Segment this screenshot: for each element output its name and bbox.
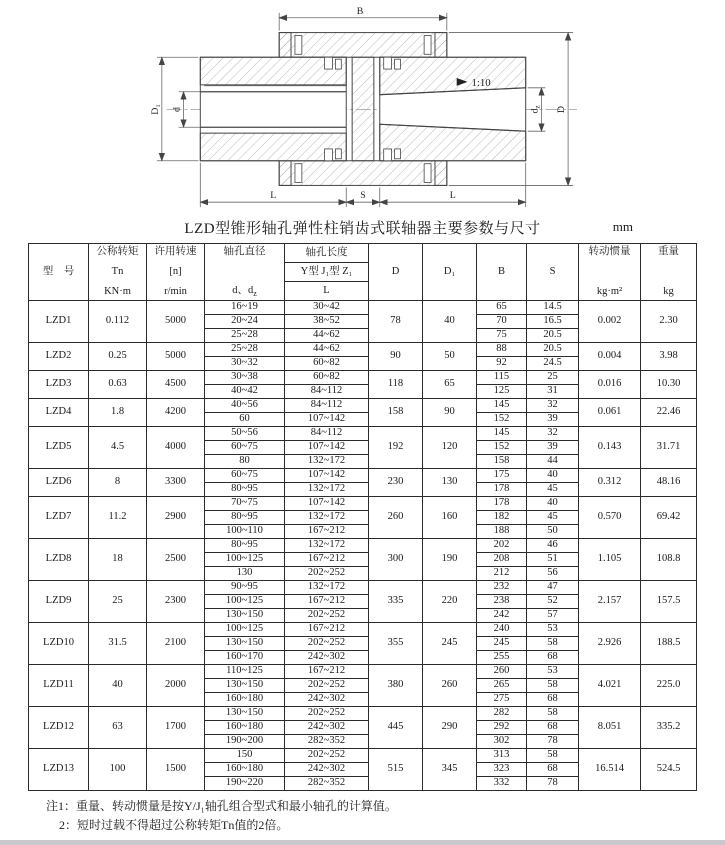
dim-label-s: S — [359, 190, 366, 202]
cell-model: LZD6 — [29, 469, 89, 497]
cell-B: 202 — [477, 539, 527, 553]
cell-weight: 225.0 — [641, 665, 697, 707]
cell-bore-len: 60~82 — [285, 357, 369, 371]
cell-S: 45 — [527, 511, 579, 525]
cell-weight: 2.30 — [641, 301, 697, 343]
cell-model: LZD4 — [29, 399, 89, 427]
cell-inertia: 1.105 — [579, 539, 641, 581]
col-header-weight: 重量 kg — [641, 244, 697, 301]
table-row — [29, 749, 697, 763]
cell-D: 355 — [369, 623, 423, 665]
cell-inertia: 0.312 — [579, 469, 641, 497]
cell-inertia: 2.926 — [579, 623, 641, 665]
cell-B: 292 — [477, 721, 527, 735]
cell-inertia: 4.021 — [579, 665, 641, 707]
table-row — [29, 399, 697, 413]
cell-speed: 2100 — [147, 623, 205, 665]
cell-B: 323 — [477, 763, 527, 777]
cell-B: 232 — [477, 581, 527, 595]
cell-bore-len: 167~212 — [285, 553, 369, 567]
cell-torque: 31.5 — [89, 623, 147, 665]
cell-D1: 160 — [423, 497, 477, 539]
cell-bore-dia: 30~38 — [205, 371, 285, 385]
sleeve-web — [352, 57, 374, 161]
cell-bore-len: 167~212 — [285, 595, 369, 609]
cell-bore-dia: 80~95 — [205, 483, 285, 497]
title-row — [0, 217, 725, 238]
col-header-D: D — [369, 244, 423, 301]
cell-bore-dia: 50~56 — [205, 427, 285, 441]
cell-D1: 130 — [423, 469, 477, 497]
table-body — [29, 301, 697, 791]
cell-S: 32 — [527, 399, 579, 413]
cell-bore-dia: 16~19 — [205, 301, 285, 315]
cell-inertia: 0.004 — [579, 343, 641, 371]
cell-torque: 25 — [89, 581, 147, 623]
cell-B: 182 — [477, 511, 527, 525]
cell-model: LZD2 — [29, 343, 89, 371]
cell-D: 300 — [369, 539, 423, 581]
table-row — [29, 707, 697, 721]
cell-bore-dia: 80 — [205, 455, 285, 469]
table-row — [29, 497, 697, 511]
cell-torque: 0.25 — [89, 343, 147, 371]
cell-bore-dia: 190~200 — [205, 735, 285, 749]
cell-bore-dia: 130~150 — [205, 637, 285, 651]
cell-bore-dia: 100~110 — [205, 525, 285, 539]
cell-bore-dia: 40~56 — [205, 399, 285, 413]
cell-bore-len: 107~142 — [285, 469, 369, 483]
cell-bore-len: 132~172 — [285, 455, 369, 469]
cell-bore-len: 38~52 — [285, 315, 369, 329]
cell-S: 52 — [527, 595, 579, 609]
cell-D1: 245 — [423, 623, 477, 665]
cell-S: 53 — [527, 665, 579, 679]
cell-S: 68 — [527, 763, 579, 777]
cell-D: 78 — [369, 301, 423, 343]
cell-S: 25 — [527, 371, 579, 385]
cell-B: 282 — [477, 707, 527, 721]
cell-weight: 3.98 — [641, 343, 697, 371]
header-row — [29, 244, 697, 301]
cell-model: LZD12 — [29, 707, 89, 749]
cell-bore-dia: 70~75 — [205, 497, 285, 511]
cell-B: 92 — [477, 357, 527, 371]
cell-bore-len: 107~142 — [285, 441, 369, 455]
cell-bore-len: 107~142 — [285, 413, 369, 427]
col-header-B: B — [477, 244, 527, 301]
cell-bore-len: 84~112 — [285, 385, 369, 399]
cell-D: 192 — [369, 427, 423, 469]
cell-bore-len: 107~142 — [285, 497, 369, 511]
cell-weight: 10.30 — [641, 371, 697, 399]
cell-inertia: 0.061 — [579, 399, 641, 427]
cell-speed: 2500 — [147, 539, 205, 581]
cell-bore-dia: 110~125 — [205, 665, 285, 679]
cell-S: 58 — [527, 749, 579, 763]
cell-bore-dia: 80~95 — [205, 511, 285, 525]
cell-bore-dia: 25~28 — [205, 343, 285, 357]
cell-S: 47 — [527, 581, 579, 595]
dim-label-d1: D₁ — [149, 104, 161, 115]
cell-B: 70 — [477, 315, 527, 329]
notes — [46, 797, 725, 834]
cell-inertia: 0.002 — [579, 301, 641, 343]
cell-speed: 5000 — [147, 301, 205, 343]
cell-speed: 4000 — [147, 427, 205, 469]
cell-D: 118 — [369, 371, 423, 399]
cell-inertia: 0.016 — [579, 371, 641, 399]
cell-S: 53 — [527, 623, 579, 637]
cell-bore-dia: 40~42 — [205, 385, 285, 399]
cell-bore-len: 60~82 — [285, 371, 369, 385]
cell-D: 445 — [369, 707, 423, 749]
cell-D: 230 — [369, 469, 423, 497]
cell-weight: 69.42 — [641, 497, 697, 539]
cell-B: 242 — [477, 609, 527, 623]
col-header-bore-dia: 轴孔直径 d、$d_z$ — [205, 244, 285, 301]
cell-weight: 524.5 — [641, 749, 697, 791]
cell-bore-dia: 100~125 — [205, 595, 285, 609]
cell-torque: 100 — [89, 749, 147, 791]
cell-S: 20.5 — [527, 343, 579, 357]
cell-S: 20.5 — [527, 329, 579, 343]
cell-bore-len: 44~62 — [285, 329, 369, 343]
cell-bore-dia: 60 — [205, 413, 285, 427]
cell-B: 178 — [477, 497, 527, 511]
cell-S: 39 — [527, 441, 579, 455]
cell-B: 332 — [477, 777, 527, 791]
cell-B: 245 — [477, 637, 527, 651]
note-1: 注1：重量、转动惯量是按Y/J₁轴孔组合型式和最小轴孔的计算值。 — [46, 799, 397, 813]
cell-bore-len: 242~302 — [285, 651, 369, 665]
cell-model: LZD7 — [29, 497, 89, 539]
cell-B: 115 — [477, 371, 527, 385]
cell-S: 31 — [527, 385, 579, 399]
page-title: LZD型锥形轴孔弹性柱销齿式联轴器主要参数与尺寸 — [184, 221, 541, 237]
cell-speed: 3300 — [147, 469, 205, 497]
cell-B: 313 — [477, 749, 527, 763]
cell-D: 260 — [369, 497, 423, 539]
cell-D: 515 — [369, 749, 423, 791]
cell-B: 208 — [477, 553, 527, 567]
cell-speed: 2300 — [147, 581, 205, 623]
cell-torque: 4.5 — [89, 427, 147, 469]
cell-bore-len: 132~172 — [285, 581, 369, 595]
cell-B: 145 — [477, 427, 527, 441]
cell-bore-dia: 30~32 — [205, 357, 285, 371]
cell-torque: 0.112 — [89, 301, 147, 343]
dim-label-d-outer: D — [555, 105, 567, 114]
cell-bore-dia: 130~150 — [205, 609, 285, 623]
cell-D1: 290 — [423, 707, 477, 749]
cell-D1: 190 — [423, 539, 477, 581]
cell-S: 57 — [527, 609, 579, 623]
cell-bore-len: 167~212 — [285, 623, 369, 637]
dim-label-b: B — [356, 5, 363, 17]
cell-speed: 2000 — [147, 665, 205, 707]
cell-bore-dia: 160~180 — [205, 693, 285, 707]
cell-bore-len: 242~302 — [285, 763, 369, 777]
cell-bore-dia: 190~220 — [205, 777, 285, 791]
cell-B: 188 — [477, 525, 527, 539]
cell-B: 175 — [477, 469, 527, 483]
cell-S: 32 — [527, 427, 579, 441]
cell-bore-len: 84~112 — [285, 427, 369, 441]
cell-B: 65 — [477, 301, 527, 315]
cell-bore-dia: 80~95 — [205, 539, 285, 553]
cell-D: 335 — [369, 581, 423, 623]
cell-bore-len: 167~212 — [285, 665, 369, 679]
unit-label: mm — [612, 219, 633, 234]
cell-inertia: 2.157 — [579, 581, 641, 623]
cell-S: 56 — [527, 567, 579, 581]
cell-bore-len: 282~352 — [285, 777, 369, 791]
cell-D1: 220 — [423, 581, 477, 623]
cell-S: 39 — [527, 413, 579, 427]
cell-D1: 40 — [423, 301, 477, 343]
cell-D1: 90 — [423, 399, 477, 427]
cell-model: LZD10 — [29, 623, 89, 665]
cell-bore-len: 132~172 — [285, 511, 369, 525]
cell-S: 78 — [527, 777, 579, 791]
cell-model: LZD13 — [29, 749, 89, 791]
cell-bore-len: 202~252 — [285, 707, 369, 721]
taper-label: 1:10 — [470, 76, 491, 89]
cell-bore-dia: 130 — [205, 567, 285, 581]
cell-S: 24.5 — [527, 357, 579, 371]
cell-D1: 120 — [423, 427, 477, 469]
cell-bore-dia: 60~75 — [205, 441, 285, 455]
cell-bore-len: 242~302 — [285, 721, 369, 735]
cell-bore-dia: 160~180 — [205, 721, 285, 735]
cell-B: 255 — [477, 651, 527, 665]
cell-weight: 335.2 — [641, 707, 697, 749]
table-row — [29, 301, 697, 315]
cell-B: 152 — [477, 413, 527, 427]
table-row — [29, 343, 697, 357]
dim-label-d-bore: d — [171, 107, 183, 112]
cell-torque: 40 — [89, 665, 147, 707]
cell-weight: 48.16 — [641, 469, 697, 497]
cell-bore-dia: 100~125 — [205, 623, 285, 637]
cell-S: 44 — [527, 455, 579, 469]
cell-D1: 65 — [423, 371, 477, 399]
col-header-S: S — [527, 244, 579, 301]
cell-bore-len: 132~172 — [285, 483, 369, 497]
col-header-D1: D₁ — [423, 244, 477, 301]
cell-bore-dia: 90~95 — [205, 581, 285, 595]
cell-S: 40 — [527, 497, 579, 511]
cell-bore-len: 282~352 — [285, 735, 369, 749]
cell-bore-dia: 20~24 — [205, 315, 285, 329]
col-header-model: 型 号 — [29, 244, 89, 301]
dim-label-l-left: L — [269, 190, 276, 202]
cell-S: 14.5 — [527, 301, 579, 315]
cell-torque: 0.63 — [89, 371, 147, 399]
cell-S: 68 — [527, 651, 579, 665]
cell-S: 68 — [527, 693, 579, 707]
cell-B: 260 — [477, 665, 527, 679]
cell-bore-len: 84~112 — [285, 399, 369, 413]
cell-B: 178 — [477, 483, 527, 497]
cell-B: 240 — [477, 623, 527, 637]
cell-S: 68 — [527, 721, 579, 735]
left-hub — [200, 57, 346, 161]
cell-S: 46 — [527, 539, 579, 553]
cell-S: 16.5 — [527, 315, 579, 329]
table-row — [29, 469, 697, 483]
col-header-torque: 公称转矩 Tn KN·m — [89, 244, 147, 301]
cell-S: 51 — [527, 553, 579, 567]
cell-speed: 1700 — [147, 707, 205, 749]
cell-model: LZD3 — [29, 371, 89, 399]
cell-torque: 63 — [89, 707, 147, 749]
cell-inertia: 0.570 — [579, 497, 641, 539]
cell-S: 78 — [527, 735, 579, 749]
table-row — [29, 665, 697, 679]
cell-weight: 188.5 — [641, 623, 697, 665]
cell-model: LZD11 — [29, 665, 89, 707]
cell-B: 265 — [477, 679, 527, 693]
col-header-speed: 许用转速 [n] r/min — [147, 244, 205, 301]
cell-bore-len: 167~212 — [285, 525, 369, 539]
cell-speed: 2900 — [147, 497, 205, 539]
coupling-section-drawing — [128, 3, 598, 215]
table-row — [29, 581, 697, 595]
parameters-table — [28, 243, 697, 791]
cell-B: 152 — [477, 441, 527, 455]
dim-label-l-right: L — [449, 190, 456, 202]
cell-speed: 1500 — [147, 749, 205, 791]
col-header-inertia: 转动惯量 kg·m² — [579, 244, 641, 301]
cell-weight: 22.46 — [641, 399, 697, 427]
cell-B: 88 — [477, 343, 527, 357]
cell-bore-len: 202~252 — [285, 679, 369, 693]
cell-bore-dia: 100~125 — [205, 553, 285, 567]
cell-B: 158 — [477, 455, 527, 469]
cell-B: 75 — [477, 329, 527, 343]
cell-torque: 11.2 — [89, 497, 147, 539]
cell-speed: 4200 — [147, 399, 205, 427]
cell-B: 302 — [477, 735, 527, 749]
cell-D: 158 — [369, 399, 423, 427]
cell-bore-len: 132~172 — [285, 539, 369, 553]
cell-inertia: 0.143 — [579, 427, 641, 469]
cell-S: 58 — [527, 679, 579, 693]
cell-bore-dia: 25~28 — [205, 329, 285, 343]
note-2: 2：短时过载不得超过公称转矩Tn值的2倍。 — [59, 817, 289, 832]
cell-bore-dia: 60~75 — [205, 469, 285, 483]
table-row — [29, 427, 697, 441]
cell-inertia: 16.514 — [579, 749, 641, 791]
cell-bore-dia: 160~180 — [205, 763, 285, 777]
cell-bore-len: 202~252 — [285, 749, 369, 763]
cell-B: 275 — [477, 693, 527, 707]
cell-S: 45 — [527, 483, 579, 497]
cell-D: 90 — [369, 343, 423, 371]
table-row — [29, 539, 697, 553]
col-header-bore-len: 轴孔长度 Y型 J₁型 Z₁ L — [285, 244, 369, 301]
cell-D: 380 — [369, 665, 423, 707]
cell-bore-len: 30~42 — [285, 301, 369, 315]
cell-S: 50 — [527, 525, 579, 539]
cell-D1: 50 — [423, 343, 477, 371]
cell-bore-dia: 130~150 — [205, 679, 285, 693]
cell-weight: 108.8 — [641, 539, 697, 581]
cell-B: 125 — [477, 385, 527, 399]
cell-bore-dia: 130~150 — [205, 707, 285, 721]
cell-D1: 260 — [423, 665, 477, 707]
cell-model: LZD1 — [29, 301, 89, 343]
cell-bore-len: 202~252 — [285, 637, 369, 651]
cell-B: 145 — [477, 399, 527, 413]
cell-S: 58 — [527, 707, 579, 721]
cell-S: 40 — [527, 469, 579, 483]
table-row — [29, 623, 697, 637]
cell-B: 212 — [477, 567, 527, 581]
cell-weight: 157.5 — [641, 581, 697, 623]
dim-label-dz: $d_z$ — [529, 105, 542, 114]
drawing-area — [0, 0, 725, 215]
cell-bore-len: 44~62 — [285, 343, 369, 357]
cell-speed: 4500 — [147, 371, 205, 399]
cell-model: LZD9 — [29, 581, 89, 623]
cell-bore-len: 202~252 — [285, 609, 369, 623]
cell-bore-dia: 160~170 — [205, 651, 285, 665]
cell-torque: 1.8 — [89, 399, 147, 427]
cell-model: LZD5 — [29, 427, 89, 469]
cell-inertia: 8.051 — [579, 707, 641, 749]
cell-bore-len: 202~252 — [285, 567, 369, 581]
bottom-edge — [0, 840, 725, 845]
cell-torque: 8 — [89, 469, 147, 497]
cell-model: LZD8 — [29, 539, 89, 581]
cell-bore-len: 242~302 — [285, 693, 369, 707]
cell-D1: 345 — [423, 749, 477, 791]
table-row — [29, 371, 697, 385]
cell-bore-dia: 150 — [205, 749, 285, 763]
cell-S: 58 — [527, 637, 579, 651]
cell-B: 238 — [477, 595, 527, 609]
cell-torque: 18 — [89, 539, 147, 581]
right-hub — [379, 57, 525, 161]
cell-speed: 5000 — [147, 343, 205, 371]
cell-weight: 31.71 — [641, 427, 697, 469]
